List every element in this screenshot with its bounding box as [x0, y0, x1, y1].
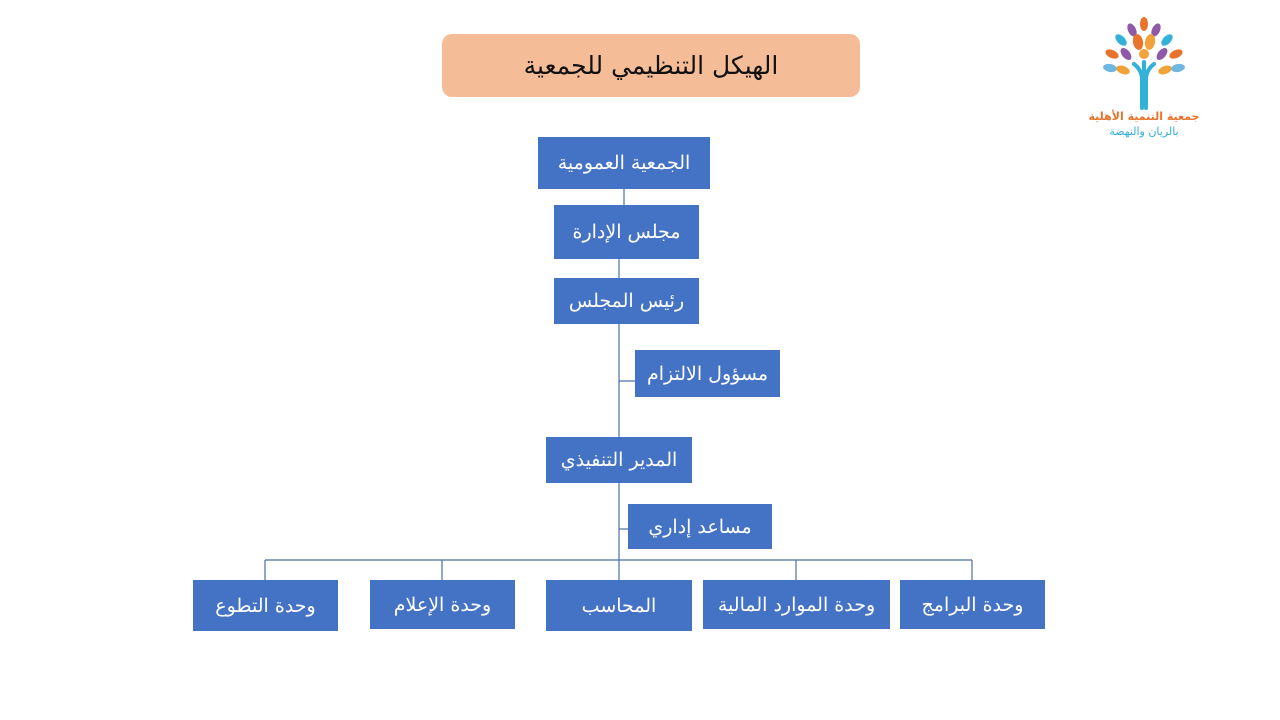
node-volunteering-unit: وحدة التطوع [193, 580, 338, 631]
node-compliance-officer: مسؤول الالتزام [635, 350, 780, 397]
node-media-unit: وحدة الإعلام [370, 580, 515, 629]
logo-name-line1: جمعية التنمية الأهلية [1088, 110, 1200, 123]
node-accountant: المحاسب [546, 580, 692, 631]
node-board-chairman: رئيس المجلس [554, 278, 699, 324]
node-board-of-directors: مجلس الإدارة [554, 205, 699, 259]
node-administrative-assistant: مساعد إداري [628, 504, 772, 549]
node-executive-director: المدير التنفيذي [546, 437, 692, 483]
node-general-assembly: الجمعية العمومية [538, 137, 710, 189]
node-programs-unit: وحدة البرامج [900, 580, 1045, 629]
page-title: الهيكل التنظيمي للجمعية [442, 34, 860, 97]
logo-tree-icon [1102, 17, 1185, 108]
node-financial-resources-unit: وحدة الموارد المالية [703, 580, 890, 629]
logo-name-line2: بالريان والنهضة [1109, 125, 1179, 138]
